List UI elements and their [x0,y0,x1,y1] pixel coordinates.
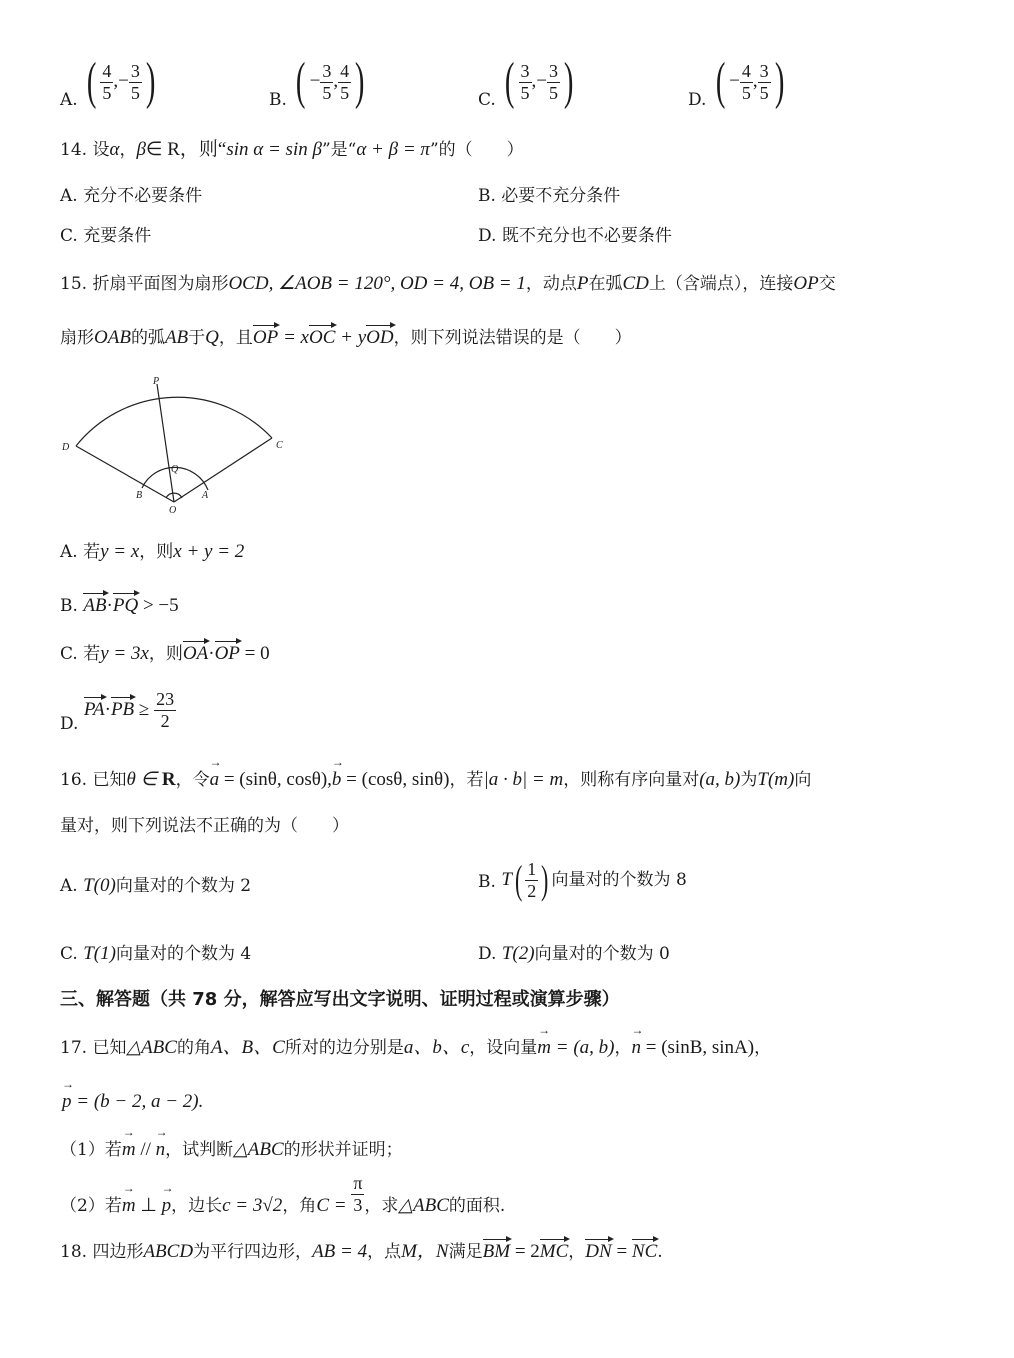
q14-option-a: A. 充分不必要条件 [60,186,203,206]
ge-operator: ≥ [134,698,155,720]
q15-option-b [60,596,179,615]
stem-text: ， [119,140,137,160]
q16-option-c [60,944,251,963]
math-text: = (cosθ, sinθ) [341,769,450,790]
option-label: A. [60,876,78,896]
q16-option-b [478,857,687,903]
stem-text: ，动点 [525,274,577,294]
stem-text: 的弧 [130,328,165,348]
stem-text: 交 [818,274,836,294]
stem-text: ，边长 [171,1195,223,1216]
math-point-p: P [576,273,589,294]
fraction [525,860,538,901]
comma: , [531,70,537,92]
fraction [129,62,142,103]
denominator: 5 [340,82,350,103]
stem-text: 的角 [176,1038,211,1058]
right-paren: ) [774,53,785,110]
vector-a: a → [210,770,220,789]
vector-ab: AB [83,595,107,616]
fraction [547,62,560,103]
math-t: T [501,868,512,890]
math-given: OCD, ∠AOB = 120°, OD = 4, OB = 1 [228,273,526,294]
math-triangle: △ABC [398,1194,449,1216]
option-label: C. [60,944,78,964]
q15-option-a [60,542,244,561]
q16-stem-line2: 量对，则下列说法不正确的为（ ） [60,816,349,836]
q16-option-d [478,944,670,963]
vector-n: n → [632,1038,642,1057]
part-label: （2）若 [60,1195,122,1216]
stem-text: ，则下列说法错误的是（ ） [393,328,632,348]
stem-text: 的面积. [448,1195,506,1216]
stem-text: ， [754,1038,772,1058]
minus-sign: − [118,70,129,92]
math-text: = 2 [510,1241,540,1262]
vector-m: m → [122,1196,136,1215]
math-condition-1: sin α = sin β [226,139,322,160]
label-o: O [169,505,177,516]
q14-option-b: B. 必要不充分条件 [478,186,621,206]
vector-m: m → [537,1038,551,1057]
option-label: B. [60,596,78,616]
label-c: C [276,440,283,451]
math-text: = (sinB, sinA) [641,1037,755,1058]
label-b: B [136,490,143,501]
minus-sign: − [309,70,321,92]
numerator: 3 [759,60,769,81]
math-quadrilateral: ABCD [143,1241,194,1262]
math-theta: θ ∈ [126,769,162,790]
math-text: = x [278,327,309,348]
vector-oa: OA [182,643,209,664]
stem-text: ， [614,1038,632,1058]
fraction [740,62,753,103]
numerator: 3 [322,60,332,81]
stem-text: 为 [740,770,758,790]
vector-op: OP [252,327,279,348]
vector-dn: DN [585,1241,612,1262]
perp-operator: ⊥ [135,1194,162,1216]
q14-option-d: D. 既不充分也不必要条件 [478,226,672,246]
right-paren: ) [145,53,156,110]
math-abs-product: |a · b| = m [483,769,564,790]
numerator: 4 [741,60,751,81]
vector-pq: PQ [112,595,139,616]
option-label: B. [478,871,496,892]
q16-option-a [60,876,251,895]
minus-sign: − [729,70,740,92]
math-text: + y [335,327,367,348]
option-label: D. [688,89,707,110]
option-label: A. [60,89,78,110]
comma: , [333,70,339,92]
stem-text: 向 [794,770,812,790]
stem-text: 的形状并证明； [283,1140,403,1160]
label-d: D [62,442,70,453]
segment-od [76,446,174,502]
math-real-set: R [161,769,176,790]
stem-text: ”的（ ） [429,140,524,160]
denominator: 2 [160,710,170,731]
right-paren: ) [355,53,365,110]
dot-operator: · [104,698,111,720]
numerator: π [353,1173,363,1193]
denominator: 5 [759,82,769,103]
vector-oc: OC [308,327,336,348]
math-beta: β [136,139,146,160]
stem-text: 上（含端点），连接 [648,274,794,294]
question-number: 17. [60,1038,88,1058]
numerator: 4 [102,60,112,81]
stem-text: 在弧 [588,274,623,294]
stem-text: 扇形 [60,328,94,348]
vector-bm: BM [482,1241,511,1262]
q13-option-c [478,53,577,110]
q14-option-c: C. 充要条件 [60,226,152,246]
math-text: = (a, b) [551,1037,615,1058]
q15-stem-line1 [60,274,836,293]
denominator: 5 [549,82,559,103]
part-label: （1）若 [60,1140,122,1160]
stem-text: 已知 [92,1038,127,1058]
denominator: 5 [130,82,140,103]
math-sides: a、b、c [403,1037,470,1058]
q13-option-b [269,53,368,110]
comma: , [113,70,119,92]
question-number: 16. [60,770,88,790]
fraction [338,62,351,103]
q15-option-c [60,644,270,663]
option-label: D. [478,944,497,964]
fraction [758,62,771,103]
q14-stem [60,140,524,159]
option-text: 向量对的个数为 0 [534,944,670,964]
right-paren: ) [563,53,574,110]
q13-option-d [688,53,788,110]
fraction [320,62,333,103]
arc-cd [76,397,272,446]
stem-text: ，点 [367,1242,402,1262]
stem-text: ，求 [364,1195,399,1216]
stem-text: ，则称有序向量对 [563,770,700,790]
section-heading: 三、解答题（共 78 分，解答应写出文字说明、证明过程或演算步骤） [60,989,620,1010]
stem-text: ，若 [449,770,484,790]
denominator: 5 [102,82,112,103]
math-angles: A、B、C [210,1037,285,1058]
math-ab-length: AB = 4 [312,1241,368,1262]
math-sector-oab: OAB [94,327,131,348]
numerator: 23 [156,689,175,709]
stem-text: ，角 [282,1195,317,1216]
math-result: = 0 [239,643,270,664]
stem-text: ∈ R，则“ [145,139,227,160]
stem-text: 于 [188,328,206,348]
denominator: 5 [520,82,530,103]
fraction [154,690,176,731]
left-paren: ( [715,53,726,110]
q13-option-a [60,53,159,110]
stem-text: 所对的边分别是 [284,1038,404,1058]
q17-part2 [60,1174,505,1215]
option-label: C. [478,89,496,110]
numerator: 3 [549,60,559,81]
vector-m: m → [122,1140,136,1159]
vector-pb: PB [110,698,135,720]
left-paren: ( [296,53,306,110]
option-label: B. [269,89,287,110]
question-number: 14. [60,140,88,160]
math-result: > −5 [138,595,179,616]
stem-text: ，设向量 [469,1038,538,1058]
segment-op [157,384,174,502]
stem-text: ，令 [175,770,210,790]
math-t1: T(1) [83,943,116,964]
stem-text: 已知 [92,770,127,790]
denominator: 5 [322,82,332,103]
math-condition: y = 3x [100,643,149,664]
stem-text: 四边形 [92,1242,144,1262]
stem-text: ，则 [139,542,174,562]
fraction [519,62,532,103]
math-tm: T(m) [757,769,795,790]
q17-stem-line1 [60,1038,771,1057]
vector-od: OD [366,327,394,348]
vector-op: OP [214,643,240,664]
math-condition-2: α + β = π [356,139,430,160]
math-t0: T(0) [83,875,116,896]
left-paren: ( [86,53,97,110]
math-side-c: c = 3√2 [222,1194,283,1216]
parallel-operator: // [135,1139,156,1160]
stem-text: ，且 [218,328,253,348]
option-label: D. [60,713,79,734]
math-triangle: △ABC [233,1139,284,1160]
dot-operator: · [106,595,113,616]
vector-b: b → [332,770,342,789]
question-number: 15. [60,274,88,294]
dot-operator: · [208,643,215,664]
denominator: 5 [741,82,751,103]
option-text: 向量对的个数为 4 [115,944,252,964]
numerator: 3 [520,60,530,81]
q18-stem [60,1242,663,1261]
comma: , [752,70,758,92]
fan-sector-figure [58,372,298,520]
q17-part1 [60,1140,403,1159]
math-text: = (b − 2, a − 2). [71,1091,204,1112]
math-text: = (sinθ, cosθ), [219,769,332,790]
left-paren: ( [505,53,515,110]
math-segment-op: OP [793,273,819,294]
denominator: 2 [527,880,537,901]
option-label: A. 若 [60,542,101,562]
label-q: Q [171,464,179,475]
math-points-mn: M，N [401,1241,449,1262]
left-paren: ( [514,857,523,903]
math-angle-c: C = [316,1194,352,1216]
vector-mc: MC [539,1241,569,1262]
math-condition: y = x [100,541,140,562]
stem-text: ，试判断 [165,1140,234,1160]
option-label: C. 若 [60,644,101,664]
angle-mark [166,493,182,498]
option-text: 向量对的个数为 2 [115,876,252,896]
stem-text: 满足 [448,1242,483,1262]
stem-text: 为平行四边形， [193,1242,313,1262]
math-vector-pair: (a, b) [699,769,741,790]
right-paren: ) [541,857,549,903]
question-number: 18. [60,1242,88,1262]
stem-text: ， [568,1242,586,1262]
vector-p: p → [162,1196,172,1215]
math-text: = [611,1241,632,1262]
fraction [100,62,113,103]
math-point-q: Q [205,327,219,348]
label-p: P [153,376,160,387]
stem-text: 折扇平面图为扇形 [92,274,229,294]
q15-stem-line2 [60,328,632,347]
q16-stem-line1 [60,770,811,789]
math-result: x + y = 2 [173,541,245,562]
q15-option-d [60,689,176,734]
stem-text: . [657,1242,663,1262]
vector-pa: PA [83,698,105,720]
vector-nc: NC [631,1241,658,1262]
stem-text: 设 [92,140,110,160]
numerator: 1 [527,859,537,879]
math-t2: T(2) [501,943,535,964]
math-triangle: △ABC [126,1037,177,1058]
denominator: 3 [353,1194,363,1215]
stem-text: ”是“ [321,140,357,160]
q17-stem-line2 [62,1092,203,1111]
math-arc-ab: AB [164,327,189,348]
numerator: 4 [340,60,350,81]
stem-text: ，则 [148,644,183,664]
label-a: A [202,490,209,501]
fraction [351,1174,364,1215]
numerator: 3 [130,60,140,81]
minus-sign: − [536,70,548,92]
math-alpha: α [109,139,120,160]
math-arc-cd: CD [622,273,649,294]
vector-n: n → [156,1140,166,1159]
vector-p: p → [62,1092,72,1111]
option-text: 向量对的个数为 8 [551,869,687,890]
